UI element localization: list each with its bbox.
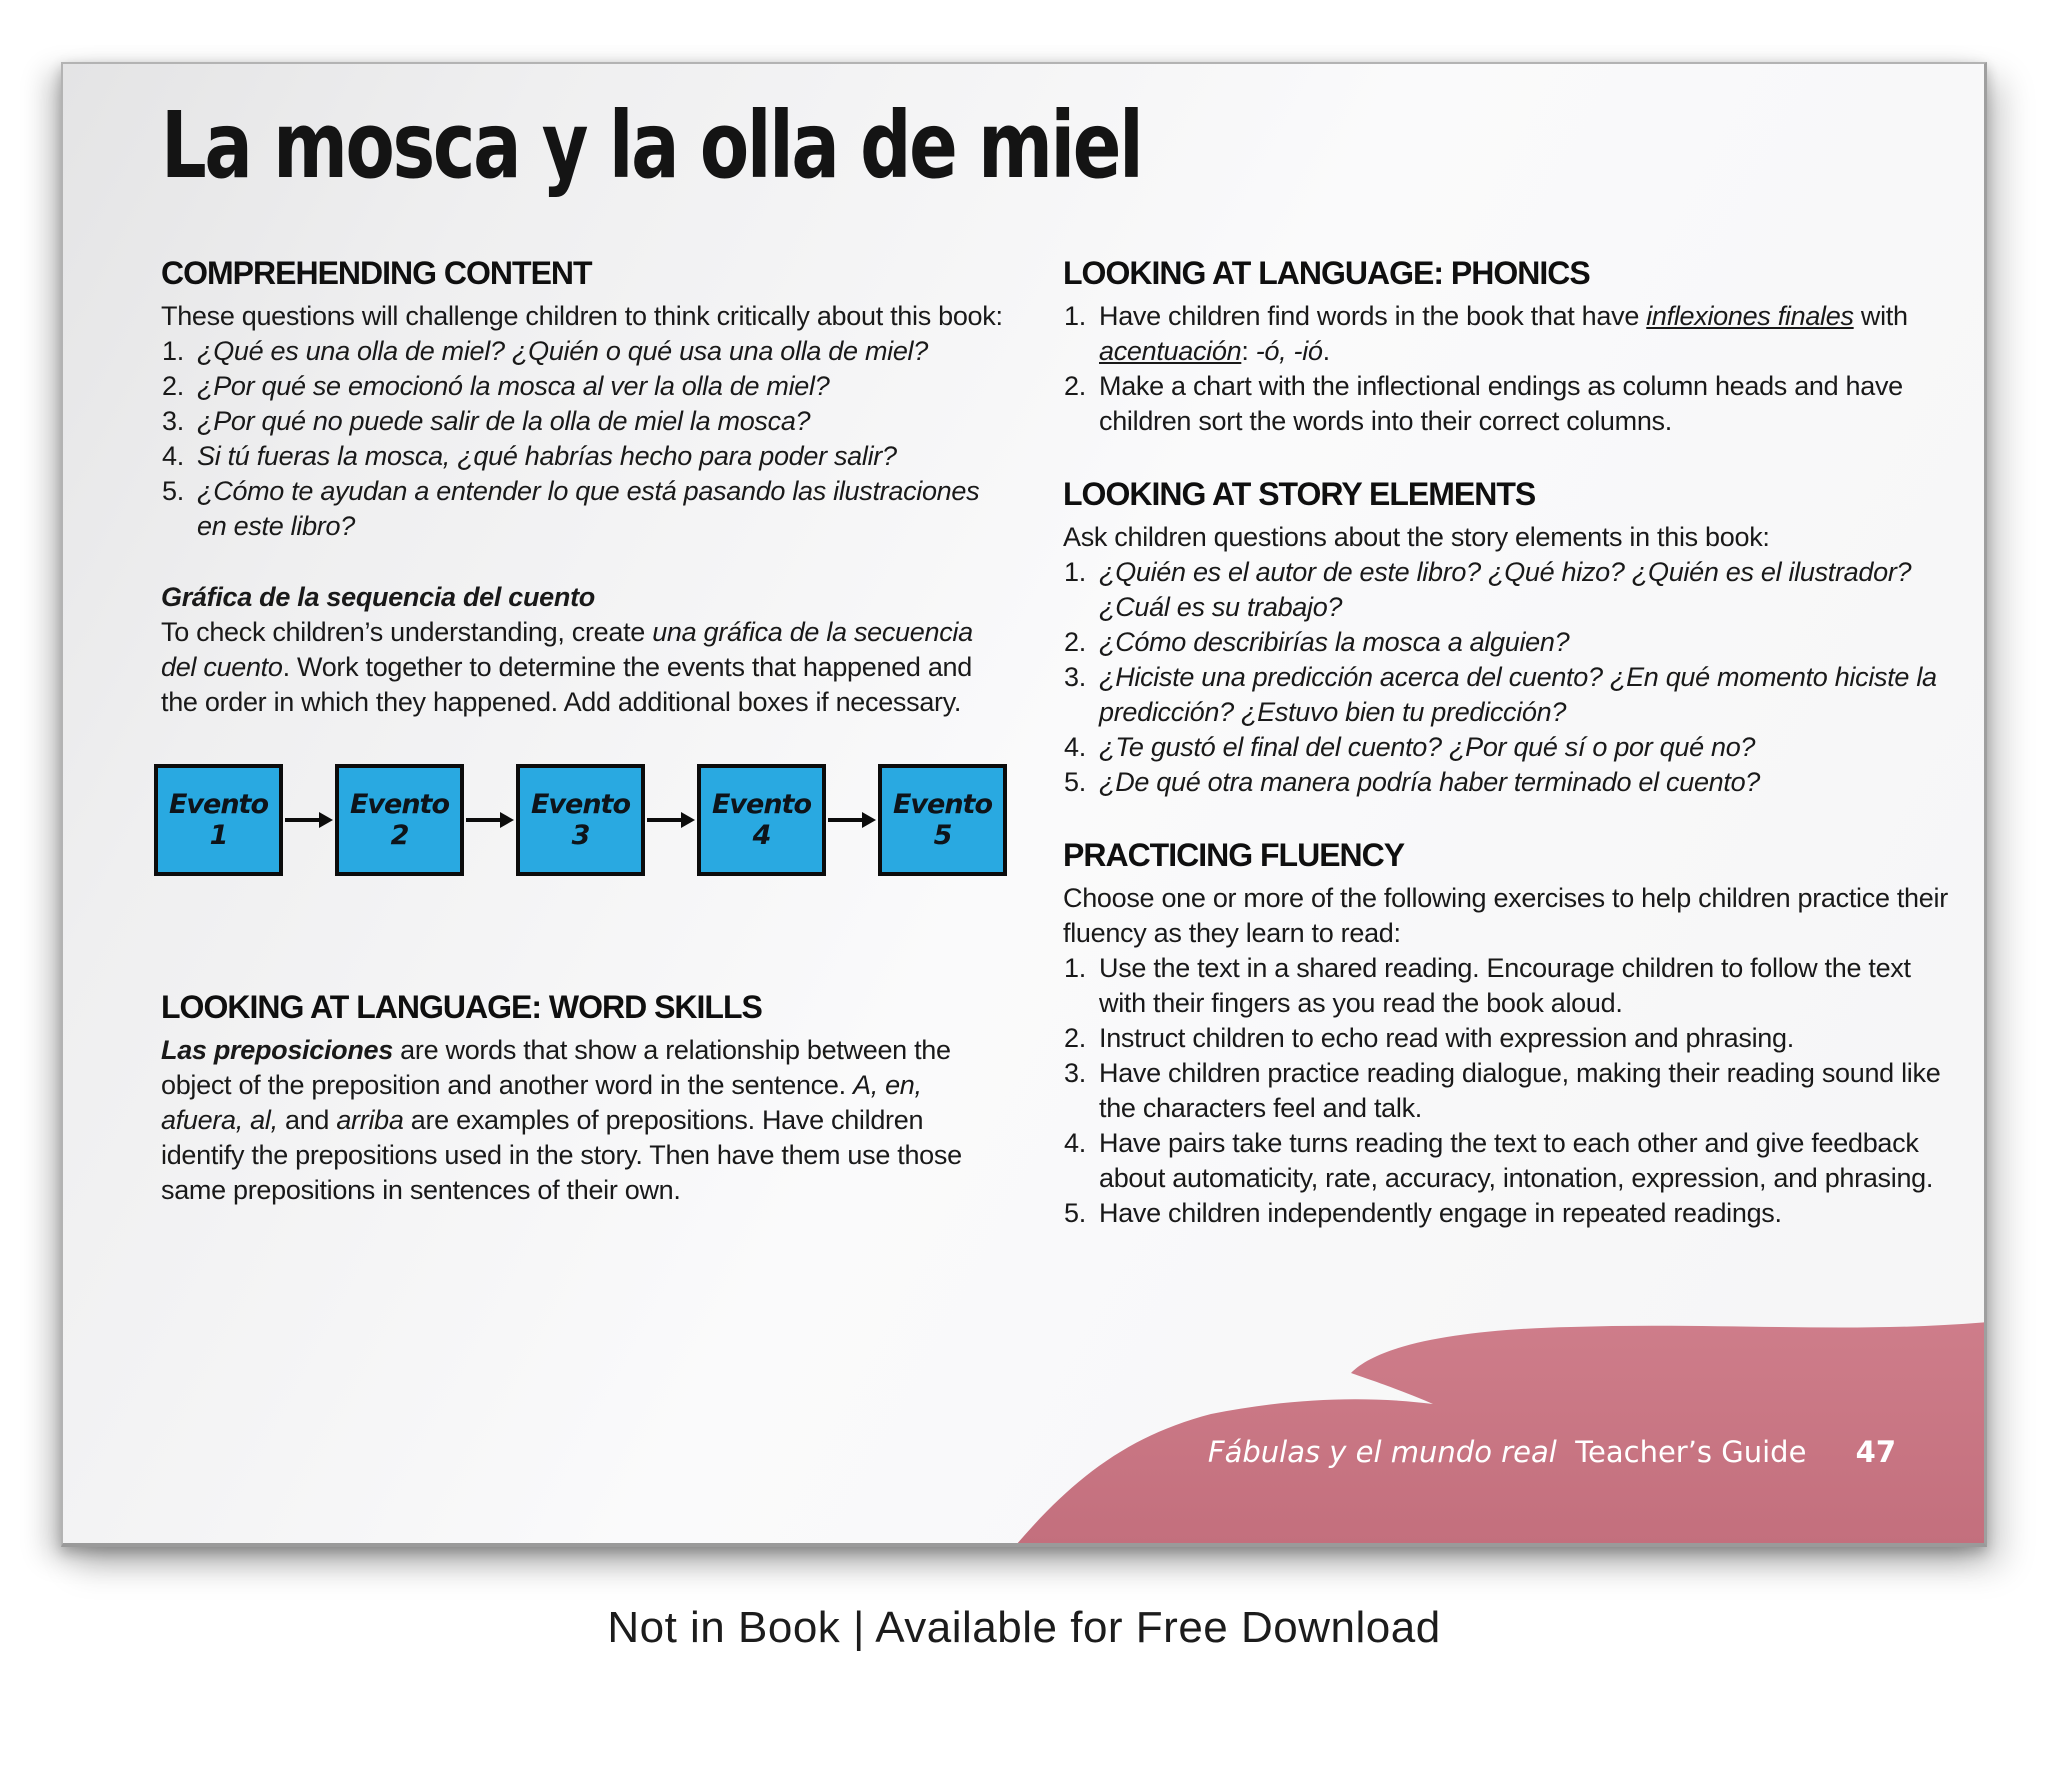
text-run: ¿Por qué se emocionó la mosca al ver la olla de miel? (197, 371, 830, 401)
text-run: una gráfica de la secuencia del cuento (161, 617, 973, 682)
text-run: inflexiones finales (1646, 301, 1854, 331)
list-item (161, 404, 1007, 439)
text-run: are words that show a relationship between the object of the preposition and another word in the sentence. (161, 1035, 951, 1100)
list-item-number: 2. (1064, 1023, 1086, 1053)
evento-box-number: 5 (933, 820, 952, 851)
text-run: To check children’s understanding, create (161, 617, 653, 647)
arrow-right-icon (647, 808, 695, 832)
list-item (161, 474, 1007, 544)
list-item (1063, 730, 1953, 765)
evento-box-3 (516, 764, 645, 876)
evento-box-number: 3 (571, 820, 590, 851)
numbered-list (1063, 555, 1953, 800)
evento-box-label: Evento (892, 789, 993, 820)
text-run: . Work together to determine the events that happened and the order in which they happened. Add additional boxes if necessary. (161, 652, 972, 717)
left-column (161, 254, 1007, 1231)
page-background (0, 62, 2048, 1768)
list-item-text (197, 476, 979, 541)
text-run: Ask children questions about the story elements in this book: (1063, 522, 1770, 552)
text-run: arriba (336, 1105, 404, 1135)
text-run: ¿Cómo describirías la mosca a alguien? (1099, 627, 1570, 657)
section-comprehending-content (161, 254, 1007, 544)
text-run: Las preposiciones (161, 1035, 393, 1065)
text-run: ¿Por qué no puede salir de la olla de miel la mosca? (197, 406, 811, 436)
evento-box-1 (154, 764, 283, 876)
text-run: Have children independently engage in repeated readings. (1099, 1198, 1782, 1228)
list-item (1063, 555, 1953, 625)
page-footer (1208, 1435, 1896, 1469)
text-run: ¿Qué es una olla de miel? ¿Quién o qué usa una olla de miel? (197, 336, 928, 366)
footer-series-title: Fábulas y el mundo real (1207, 1435, 1557, 1469)
list-item-number: 4. (1064, 732, 1086, 762)
list-item (161, 439, 1007, 474)
list-item-number: 1. (162, 336, 184, 366)
list-item (161, 369, 1007, 404)
list-item-number: 4. (1064, 1128, 1086, 1158)
evento-box-number: 2 (390, 820, 409, 851)
evento-box-number: 1 (209, 820, 228, 851)
text-run: Have children find words in the book that have (1099, 301, 1647, 331)
wave-decoration (63, 1203, 1987, 1543)
section-heading: COMPREHENDING CONTENT (161, 255, 592, 291)
right-column (1063, 254, 1953, 1231)
list-item-text (1099, 371, 1903, 436)
text-run: Instruct children to echo read with expression and phrasing. (1099, 1023, 1794, 1053)
arrow-right-icon (285, 808, 333, 832)
evento-box-2 (335, 764, 464, 876)
footer-guide-text: Teacher’s Guide (1575, 1435, 1807, 1469)
section-heading: LOOKING AT STORY ELEMENTS (1063, 476, 1536, 512)
list-item (161, 334, 1007, 369)
section-heading: PRACTICING FLUENCY (1063, 837, 1405, 873)
list-item (1063, 1056, 1953, 1126)
list-item (1063, 660, 1953, 730)
numbered-list (1063, 299, 1953, 439)
text-run: ¿Quién es el autor de este libro? ¿Qué hizo? ¿Quién es el ilustrador? ¿Cuál es su trabajo? (1099, 557, 1912, 622)
list-item-text (1099, 662, 1937, 727)
evento-box-label: Evento (168, 789, 269, 820)
paragraph (161, 299, 1007, 334)
evento-box-label: Evento (530, 789, 631, 820)
text-run: Choose one or more of the following exercises to help children practice their fluency as they learn to read: (1063, 883, 1948, 948)
paragraph (1063, 520, 1953, 555)
text-run: ¿Te gustó el final del cuento? ¿Por qué sí o por qué no? (1099, 732, 1756, 762)
list-item-number: 2. (1064, 371, 1086, 401)
list-item-number: 5. (1064, 767, 1086, 797)
list-item (1063, 1126, 1953, 1196)
text-run: ¿De qué otra manera podría haber terminado el cuento? (1099, 767, 1761, 797)
list-item-number: 1. (1064, 953, 1086, 983)
text-run: -ó, -ió (1255, 336, 1323, 366)
story-sequence-flowchart (154, 764, 1007, 876)
list-item (1063, 765, 1953, 800)
list-item-number: 5. (1064, 1198, 1086, 1228)
text-run: These questions will challenge children to think critically about this book: (161, 301, 1003, 331)
content-columns (161, 254, 1984, 1231)
text-run: with (1853, 301, 1908, 331)
list-item-text (1099, 1128, 1933, 1193)
text-run: Gráfica de la sequencia del cuento (161, 582, 595, 612)
text-run: : (1241, 336, 1256, 366)
list-item-text (197, 406, 810, 436)
text-run: Have pairs take turns reading the text to each other and give feedback about automaticity, rate, accuracy, intonation, expression, and phrasing. (1099, 1128, 1934, 1193)
list-item-number: 3. (1064, 662, 1086, 692)
list-item-text (1099, 767, 1760, 797)
text-run: Have children practice reading dialogue, making their reading sound like the characters feel and talk. (1099, 1058, 1941, 1123)
paragraph (161, 1033, 1007, 1208)
section-phonics (1063, 254, 1953, 439)
list-item (1063, 1021, 1953, 1056)
teachers-guide-page (61, 62, 1987, 1547)
text-run: Si tú fueras la mosca, ¿qué habrías hecho para poder salir? (197, 441, 897, 471)
list-item-text (197, 336, 928, 366)
text-run: . (1322, 336, 1330, 366)
footer-guide-label (1566, 1435, 1806, 1469)
list-item-number: 2. (1064, 627, 1086, 657)
list-item-text (1099, 732, 1755, 762)
footer-page-number: 47 (1855, 1435, 1896, 1469)
list-item-text (197, 441, 897, 471)
list-item (1063, 951, 1953, 1021)
list-item-number: 1. (1064, 301, 1086, 331)
numbered-list (161, 334, 1007, 544)
section-heading: LOOKING AT LANGUAGE: WORD SKILLS (161, 989, 762, 1025)
list-item-number: 4. (162, 441, 184, 471)
availability-caption: Not in Book | Available for Free Download (607, 1603, 1441, 1652)
text-run: ¿Hiciste una predicción acerca del cuento? ¿En qué momento hiciste la predicción? ¿Estuvo bien tu predicción? (1099, 662, 1937, 727)
evento-box-4 (697, 764, 826, 876)
section-word-skills (161, 988, 1007, 1208)
text-run: Use the text in a shared reading. Encourage children to follow the text with their fingers as you read the book aloud. (1099, 953, 1911, 1018)
list-item-number: 3. (162, 406, 184, 436)
list-item-number: 1. (1064, 557, 1086, 587)
list-item-number: 3. (1064, 1058, 1086, 1088)
list-item-number: 2. (162, 371, 184, 401)
text-run: ¿Cómo te ayudan a entender lo que está pasando las ilustraciones en este libro? (197, 476, 980, 541)
text-run: A, en, afuera, al, (161, 1070, 922, 1135)
paragraph (161, 615, 1007, 720)
evento-box-label: Evento (349, 789, 450, 820)
section-heading: LOOKING AT LANGUAGE: PHONICS (1063, 255, 1590, 291)
list-item-text (1099, 1023, 1794, 1053)
list-item-number: 5. (162, 476, 184, 506)
list-item-text (1099, 557, 1911, 622)
text-run: are examples of prepositions. Have children identify the prepositions used in the story. Then have them use those same prepositions in sentences of their own. (161, 1105, 962, 1205)
text-run: Make a chart with the inflectional endings as column heads and have children sort the words into their correct columns. (1099, 371, 1903, 436)
page-title: La mosca y la olla de miel (161, 92, 1142, 199)
text-run: acentuación (1099, 336, 1242, 366)
text-run: and (277, 1105, 337, 1135)
list-item-text (1099, 627, 1569, 657)
evento-box-5 (878, 764, 1007, 876)
list-item-text (1099, 1058, 1940, 1123)
evento-box-number: 4 (752, 820, 771, 851)
sub-heading (161, 580, 1007, 615)
evento-box-label: Evento (711, 789, 812, 820)
list-item (1063, 625, 1953, 660)
arrow-right-icon (828, 808, 876, 832)
section-practicing-fluency (1063, 836, 1953, 1231)
list-item-text (1099, 953, 1911, 1018)
arrow-right-icon (466, 808, 514, 832)
list-item-text (197, 371, 829, 401)
list-item (1063, 299, 1953, 369)
list-item (1063, 369, 1953, 439)
list-item-text (1099, 301, 1908, 366)
section-grafica-secuencia (161, 580, 1007, 876)
paragraph (1063, 881, 1953, 951)
section-story-elements (1063, 475, 1953, 800)
wave-path (1016, 1322, 1987, 1543)
numbered-list (1063, 951, 1953, 1231)
